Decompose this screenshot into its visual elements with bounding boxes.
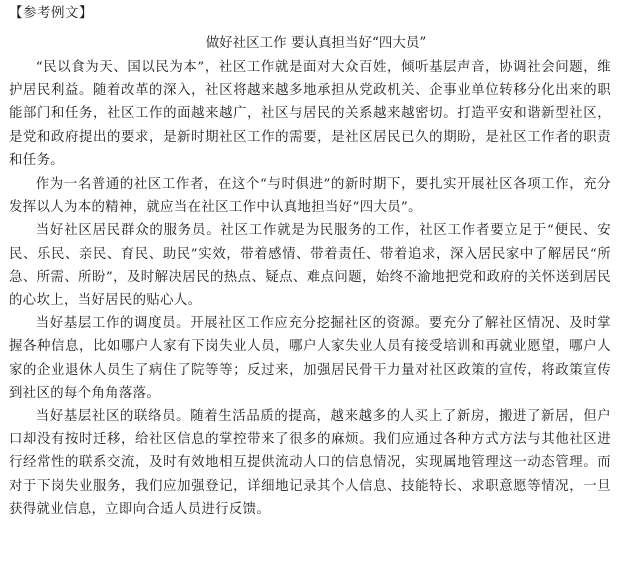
reference-tag: 【参考例文】 — [9, 5, 93, 21]
paragraph-liaison-role: 当好基层社区的联络员。随着生活品质的提高，越来越多的人买上了新房，搬进了新居，但户口却没有按时迁移，给社区信息的掌控带来了很多的麻烦。我们应通过各种方式方法与其他社区进行经常性的联系交流，及时有效地相互提供流动人口的信息情况，实现属地管理这一动态管理。而对于下岗失业服务，我们应加强登记，详细地记录其个人信息、技能特长、求职意愿等情况，一旦获得就业信息，立即向合适人员进行反馈。 — [9, 409, 611, 517]
essay-title: 做好社区工作 要认真担当好“四大员” — [205, 35, 427, 51]
paragraph-role-statement: 作为一名普通的社区工作者，在这个“与时俱进”的新时期下，要扎实开展社区各项工作，充分发挥以人为本的精神，就应当在社区工作中认真地担当好“四大员”。 — [9, 177, 611, 216]
paragraph-dispatcher-role: 当好基层工作的调度员。开展社区工作应充分挖掘社区的资源。要充分了解社区情况、及时掌握各种信息，比如哪户人家有下岗失业人员，哪户人家失业人员有接受培训和再就业愿望，哪户人家的企业退休人员生了病住了院等等；反过来，加强居民骨干力量对社区政策的宣传，将政策宣传到社区的每个角角落落。 — [9, 316, 611, 401]
paragraph-service-role: 当好社区居民群众的服务员。社区工作就是为民服务的工作，社区工作者要立足于“便民、安民、乐民、亲民、育民、助民”实效，带着感情、带着责任、带着追求，深入居民家中了解居民“所急、所需、所盼”，及时解决居民的热点、疑点、难点问题，始终不渝地把党和政府的关怀送到居民的心坎上，当好居民的贴心人。 — [9, 223, 611, 309]
paragraph-intro: “民以食为天、国以民为本”，社区工作就是面对大众百姓，倾听基层声音，协调社会问题，维护居民利益。随着改革的深入，社区将越来越多地承担从党政机关、企事业单位转移分化出来的职能部门和任务，社区工作的面越来越广，社区与居民的关系越来越密切。打造平安和谐新型社区，是党和政府提出的要求，是新时期社区工作的需要，是社区居民已久的期盼，是社区工作者的职责和任务。 — [9, 60, 611, 168]
